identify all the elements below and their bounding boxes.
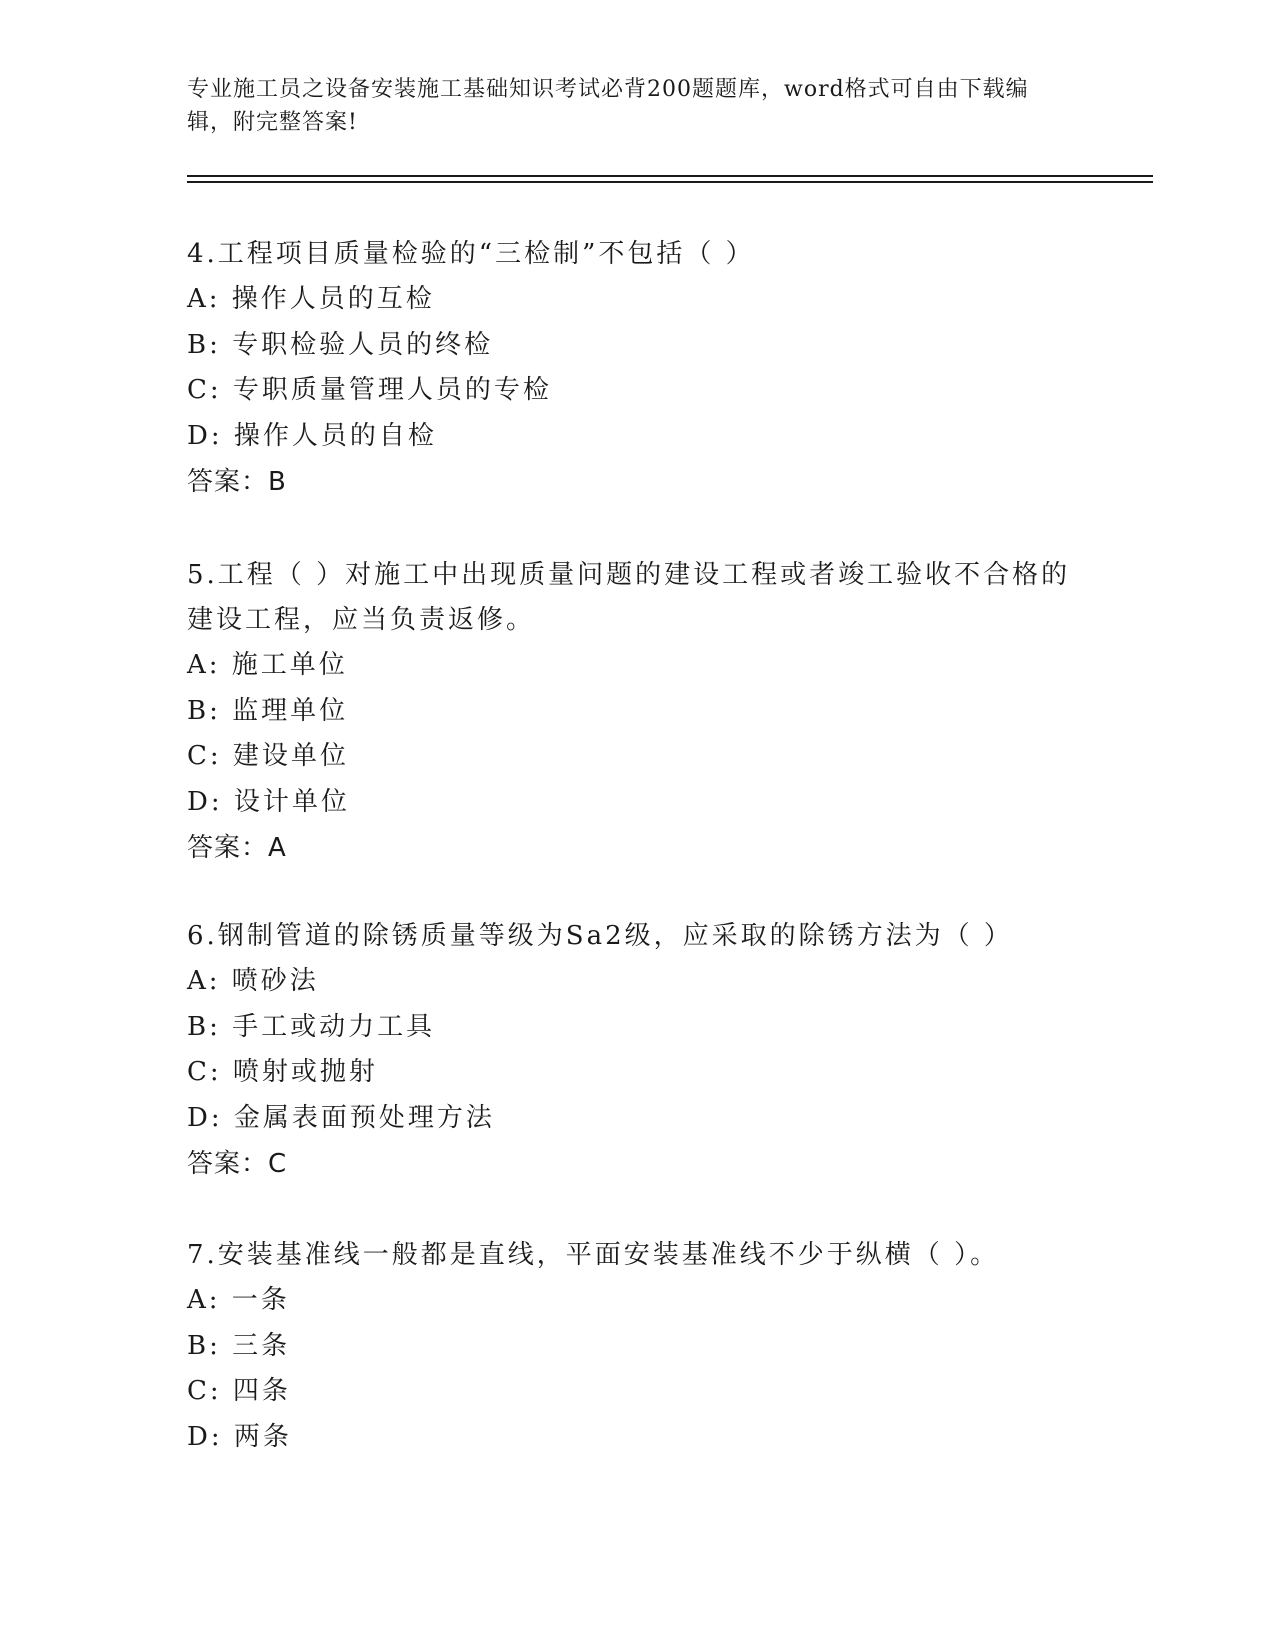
question-stem: 5.工程（ ）对施工中出现质量问题的建设工程或者竣工验收不合格的建设工程，应当负责返修。 <box>187 560 1071 635</box>
answer-label: 答案：A <box>187 833 287 863</box>
question-stem: 6.钢制管道的除锈质量等级为Sa2级，应采取的除锈方法为（ ） <box>187 921 1013 951</box>
option-d: D: 两条 <box>187 1421 292 1452</box>
header-divider-bottom <box>187 181 1153 183</box>
option-a: A: 操作人员的互检 <box>187 284 435 314</box>
answer-label: 答案：B <box>187 467 287 497</box>
question-5 <box>187 553 1087 871</box>
question-7 <box>187 1233 1087 1460</box>
document-header: 专业施工员之设备安装施工基础知识考试必背200题题库，word格式可自由下载编辑，附完整答案! <box>187 77 1029 135</box>
option-c: C: 专职质量管理人员的专检 <box>187 375 552 405</box>
question-4 <box>187 232 1087 505</box>
option-d: D: 操作人员的自检 <box>187 420 437 451</box>
answer-label: 答案：C <box>187 1149 288 1179</box>
option-b: B: 三条 <box>187 1330 291 1361</box>
option-b: B: 手工或动力工具 <box>187 1011 436 1042</box>
question-stem: 4.工程项目质量检验的“三检制”不包括（ ） <box>187 239 755 269</box>
question-stem: 7.安装基准线一般都是直线，平面安装基准线不少于纵横（ ）。 <box>187 1240 1000 1270</box>
option-b: B: 监理单位 <box>187 695 349 726</box>
option-a: A: 施工单位 <box>187 650 348 680</box>
option-c: C: 建设单位 <box>187 741 349 771</box>
option-c: C: 喷射或抛射 <box>187 1057 378 1087</box>
option-a: A: 一条 <box>187 1285 290 1315</box>
header-divider-top <box>187 175 1153 177</box>
option-b: B: 专职检验人员的终检 <box>187 329 494 360</box>
option-a: A: 喷砂法 <box>187 966 319 996</box>
option-c: C: 四条 <box>187 1376 291 1406</box>
question-6 <box>187 914 1087 1187</box>
option-d: D: 设计单位 <box>187 786 350 817</box>
option-d: D: 金属表面预处理方法 <box>187 1102 495 1133</box>
